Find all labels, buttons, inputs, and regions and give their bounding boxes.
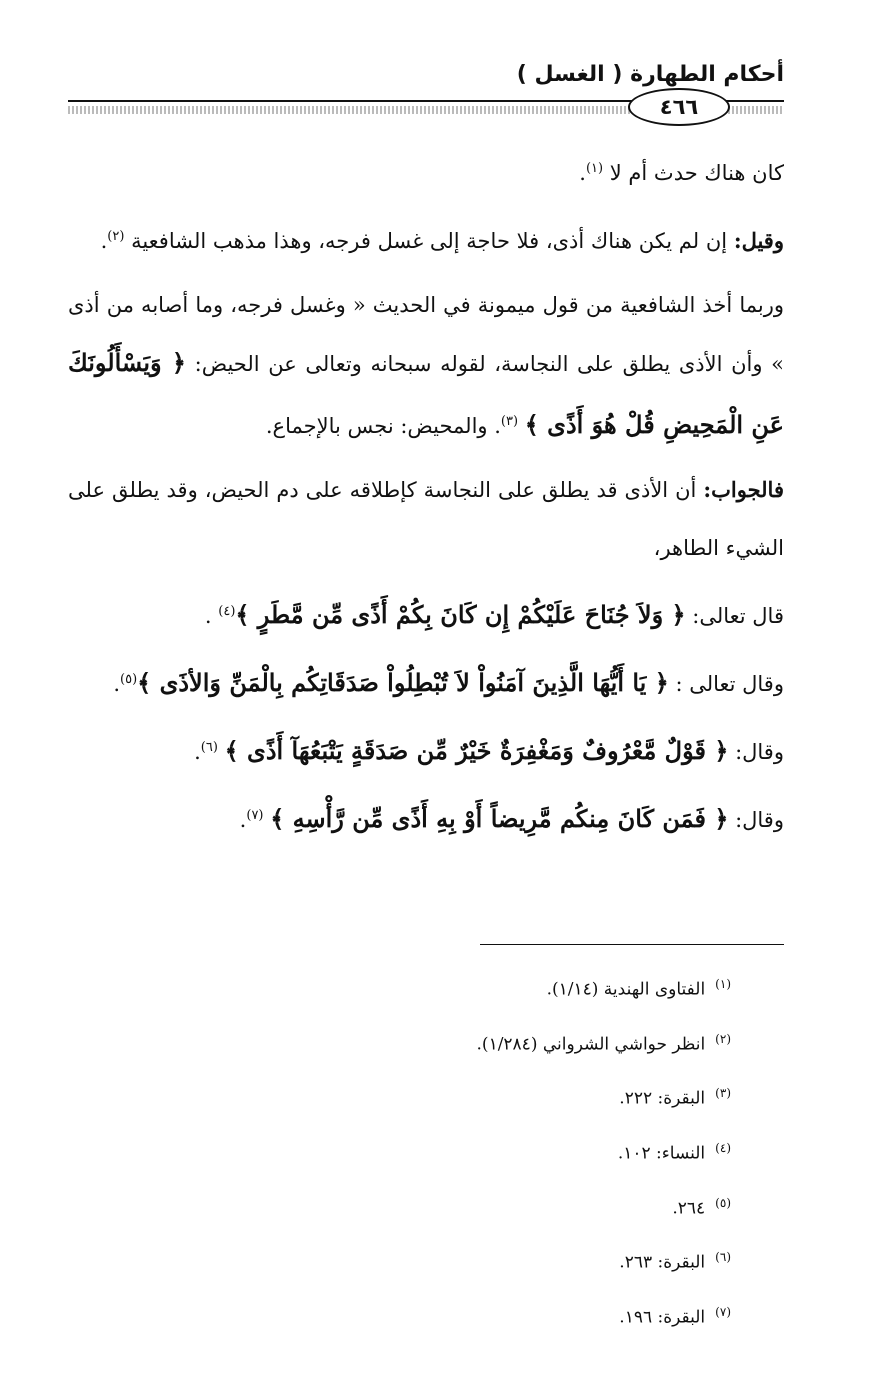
footnote-text: الفتاوى الهندية (١/١٤). — [546, 979, 706, 1000]
text: أن الأذى قد يطلق على النجاسة كإطلاقه على دم الحيض، وقد يطلق على الشيء الطاهر، — [68, 478, 784, 560]
footnote-ref: (١) — [585, 161, 604, 176]
footnotes — [477, 960, 731, 1343]
footnote-ref: (٤) — [218, 604, 236, 619]
footnote-ref: (٥) — [120, 672, 138, 687]
text: وربما أخذ الشافعية من قول ميمونة في الحديث « وغسل فرجه، وما أصابه من أذى » وأن الأذى يطلق على النجاسة، لقوله سبحانه وتعالى عن الحيض: — [68, 293, 784, 376]
running-title: أحكام الطهارة ( الغسل ) — [516, 62, 784, 87]
footnote-text: البقرة: ٢٦٣. — [619, 1252, 706, 1273]
text: قال تعالى: — [692, 604, 784, 628]
footnote-text: النساء: ١٠٢. — [617, 1143, 706, 1164]
text: وقال: — [735, 740, 784, 764]
paragraph — [68, 461, 784, 577]
footnote — [477, 960, 731, 1015]
paragraph: وقال: ﴿ فَمَن كَانَ مِنكُم مَّرِيضاً أَوْ بِهِ أَذًى مِّن رَّأْسِهِ ﴾ $^{(٧)}$. — [239, 804, 784, 833]
quran-verse: ﴿ فَمَن كَانَ مِنكُم مَّرِيضاً أَوْ بِهِ أَذًى مِّن رَّأْسِهِ ﴾ — [270, 804, 729, 833]
paragraph — [68, 276, 784, 455]
footnote-number: (٥) — [715, 1195, 731, 1210]
footnote-number: (٤) — [715, 1140, 731, 1155]
footnote-number: (١) — [715, 977, 731, 991]
footnote — [477, 1288, 731, 1343]
text: . والمحيض: نجس بالإجماع. — [265, 414, 501, 438]
footnote-number: (٧) — [715, 1304, 731, 1319]
text: وقال: — [735, 808, 784, 832]
paragraph: وقال: ﴿ قَوْلٌ مَّعْرُوفٌ وَمَغْفِرَةٌ خَيْرٌ مِّن صَدَقَةٍ يَتْبَعُهَآ أَذًى ﴾ $^{(٦)}$. — [194, 736, 784, 765]
footnote-text: البقرة: ١٩٦. — [619, 1307, 706, 1328]
lead-term: وقيل: — [733, 228, 784, 253]
lead-term: فالجواب: — [703, 477, 784, 502]
quran-verse: ﴿ يَا أَيُّهَا الَّذِينَ آمَنُواْ لاَ تُبْطِلُواْ صَدَقَاتِكُم بِالْمَنِّ وَالأذَى ﴾ — [137, 668, 669, 697]
footnote — [477, 1179, 731, 1234]
footnote-ref: (٣) — [500, 414, 519, 429]
footnote-number: (٦) — [715, 1250, 731, 1265]
footnote-number: (٢) — [715, 1031, 731, 1046]
footnote-number: (٣) — [715, 1086, 731, 1101]
footnote — [477, 1124, 731, 1179]
paragraph: كان هناك حدث أم لا $^{(١)}$. — [579, 161, 784, 185]
main-text — [68, 140, 784, 855]
text: إن لم يكن هناك أذى، فلا حاجة إلى غسل فرجه، وهذا مذهب الشافعية — [131, 229, 728, 253]
paragraph: وقال تعالى : ﴿ يَا أَيُّهَا الَّذِينَ آمَنُواْ لاَ تُبْطِلُواْ صَدَقَاتِكُم بِالْمَنِّ وَالأذَى ﴾$^{(٥)}$. — [113, 668, 784, 697]
footnote-text: البقرة: ٢٢٢. — [619, 1088, 706, 1109]
paragraph: وقيل: إن لم يكن هناك أذى، فلا حاجة إلى غسل فرجه، وهذا مذهب الشافعية $^{(٢)}$. — [100, 228, 784, 253]
footnote-rule — [480, 944, 784, 945]
quran-verse: ﴿ وَيَسْأَلُونَكَ عَنِ الْمَحِيضِ قُلْ هُوَ أَذًى ﴾ — [68, 348, 784, 439]
footnote-ref: (٦) — [200, 740, 218, 755]
text: كان هناك حدث أم لا — [609, 161, 784, 185]
footnote-text: انظر حواشي الشرواني (١/٢٨٤). — [476, 1034, 706, 1055]
footnote — [477, 1015, 731, 1070]
footnote — [477, 1233, 731, 1288]
footnote-text: ٢٦٤. — [672, 1198, 706, 1219]
footnote-ref: (٢) — [107, 229, 125, 244]
quran-verse: ﴿ قَوْلٌ مَّعْرُوفٌ وَمَغْفِرَةٌ خَيْرٌ مِّن صَدَقَةٍ يَتْبَعُهَآ أَذًى ﴾ — [224, 736, 729, 765]
page-number: ٤٦٦ — [628, 88, 730, 126]
quran-verse: ﴿ وَلاَ جُنَاحَ عَلَيْكُمْ إِن كَانَ بِكُمْ أَذًى مِّن مَّطَرٍ ﴾ — [235, 600, 686, 629]
footnote — [477, 1069, 731, 1124]
paragraph: قال تعالى: ﴿ وَلاَ جُنَاحَ عَلَيْكُمْ إِن كَانَ بِكُمْ أَذًى مِّن مَّطَرٍ ﴾$^{(٤)}$ . — [204, 600, 784, 629]
footnote-ref: (٧) — [246, 808, 264, 823]
text: وقال تعالى : — [675, 672, 784, 696]
